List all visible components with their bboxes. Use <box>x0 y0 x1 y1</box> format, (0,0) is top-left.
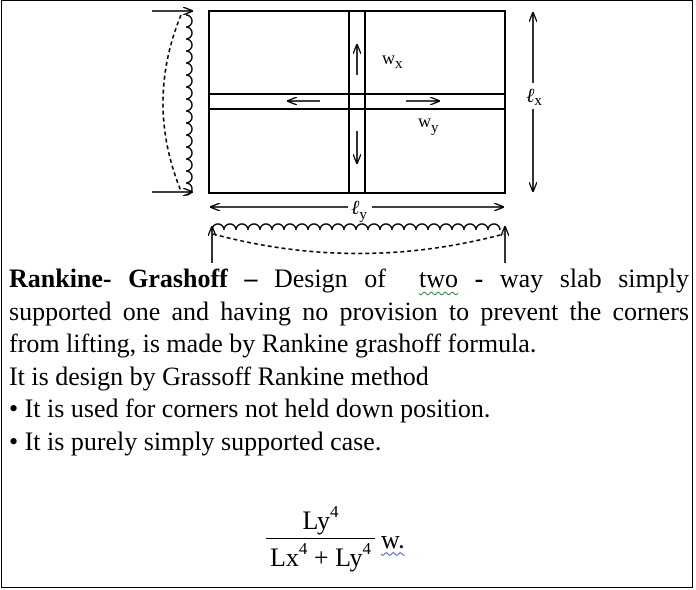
label-wx: $w_x$ <box>382 48 403 72</box>
bullet-icon: • <box>9 426 19 456</box>
bullet-item-2: • It is purely simply supported case. <box>9 426 382 456</box>
left-load-loops <box>186 15 192 195</box>
formula-denominator: Lx$^4$ + Ly$^4$ <box>270 539 372 572</box>
label-ly: ℓ$_y$ <box>351 197 367 223</box>
text-block <box>9 263 689 458</box>
para1-part-a: Design of <box>257 264 386 293</box>
label-wy: $w_y$ <box>418 111 439 136</box>
para1-part-b: way slab simply supported one and having no provision to prevent the corners from lifting, is made by Rankine grashoff formula. <box>9 264 689 358</box>
slab-outline <box>209 11 505 193</box>
formula-fraction <box>266 502 375 573</box>
two-way-slab-diagram <box>2 1 692 263</box>
rankine-grashoff-formula <box>266 502 405 573</box>
document-page <box>1 0 693 588</box>
paragraph-rankine-grashoff: Rankine- Grashoff – Design of two - way slab simply supported one and having no provision to prevent the corners from lifting, is made by Rankine grashoff formula. <box>9 264 689 358</box>
bottom-deflection-curve <box>213 234 504 254</box>
bottom-load-loops <box>212 224 500 230</box>
left-deflection-curve <box>163 15 181 191</box>
line-design-method: It is design by Grassoff Rankine method <box>9 361 429 391</box>
formula-multiplier: w. <box>381 524 405 554</box>
heading-rankine-grashoff: Rankine- Grashoff – <box>9 264 258 293</box>
para1-word-two: two <box>419 264 459 293</box>
bullet-icon: • <box>9 394 19 423</box>
label-lx: ℓx <box>526 85 542 109</box>
bullet-item-1: • It is used for corners not held down position. <box>9 394 491 423</box>
formula-numerator: Ly$^4$ <box>266 506 375 539</box>
